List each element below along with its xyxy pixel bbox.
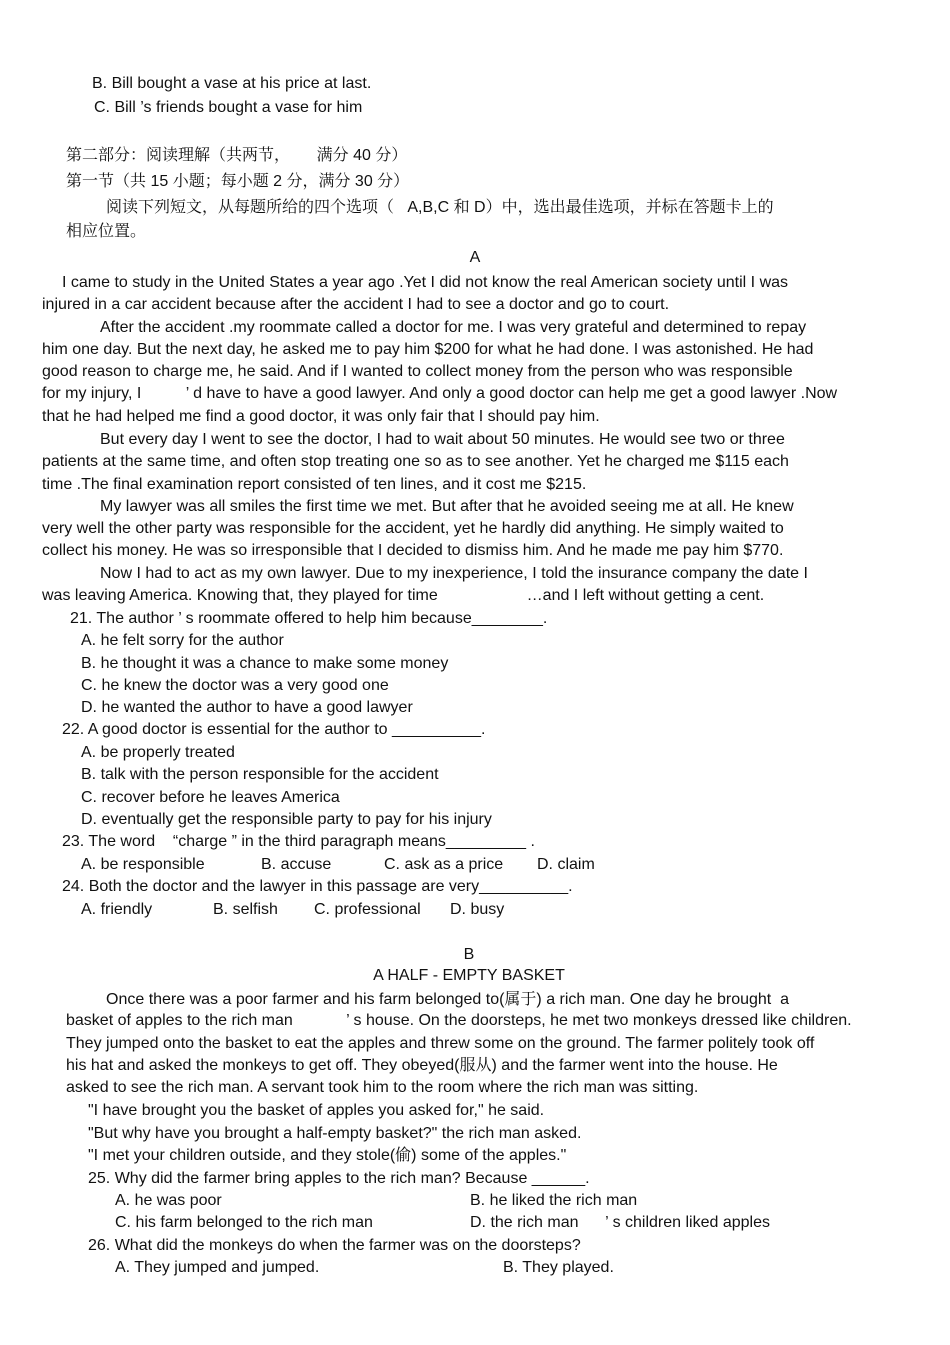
question-21-option: B. he thought it was a chance to make some money [81, 655, 449, 672]
passage-a-line: was leaving America. Knowing that, they played for time …and I left without getting a cent. [42, 587, 765, 604]
passage-b-title: A HALF - EMPTY BASKET [373, 967, 565, 984]
question-21-option: A. he felt sorry for the author [81, 632, 284, 649]
passage-a-line: for my injury, I ’ d have to have a good lawyer. And only a good doctor can help me get a good lawyer .Now [42, 385, 838, 402]
question-22-option: A. be properly treated [81, 744, 235, 761]
passage-a-line: After the accident .my roommate called a doctor for me. I was very grateful and determined to repay [100, 319, 807, 336]
question-22-option: C. recover before he leaves America [81, 789, 340, 806]
passage-a-line: good reason to charge me, he said. And if I wanted to collect money from the person who was responsible [42, 363, 793, 380]
passage-b-line: his hat and asked the monkeys to get off. They obeyed(服从) and the farmer went into the house. He [66, 1057, 778, 1074]
passage-b-line: Once there was a poor farmer and his farm belonged to(属于) a rich man. One day he brought a [106, 991, 790, 1008]
passage-b-line: "I met your children outside, and they stole(偷) some of the apples." [88, 1147, 567, 1164]
passage-a-label: A [469, 249, 481, 266]
passage-a-line: I came to study in the United States a year ago .Yet I did not know the real American society until I was [62, 274, 789, 291]
passage-a-line: time .The final examination report consisted of ten lines, and it cost me $215. [42, 476, 587, 493]
question-25-option: C. his farm belonged to the rich man [115, 1214, 373, 1231]
passage-a-line: very well the other party was responsible for the accident, yet he hardly did anything. He simply waited to [42, 520, 784, 537]
passage-b-line: asked to see the rich man. A servant took him to the room where the rich man was sitting. [66, 1079, 699, 1096]
passage-a-line: But every day I went to see the doctor, I had to wait about 50 minutes. He would see two or three [100, 431, 785, 448]
question-23-option: A. be responsible [81, 856, 205, 873]
question-24-option: A. friendly [81, 901, 153, 918]
question-24-option: D. busy [450, 901, 505, 918]
prev-option-b: B. Bill bought a vase at his price at last. [92, 75, 372, 92]
question-22-option: D. eventually get the responsible party to pay for his injury [81, 811, 492, 828]
question-25-option: A. he was poor [115, 1192, 222, 1209]
passage-a-line: My lawyer was all smiles the first time we met. But after that he avoided seeing me at all. He knew [100, 498, 794, 515]
question-26-option: A. They jumped and jumped. [115, 1259, 320, 1276]
passage-a-line: him one day. But the next day, he asked me to pay him $200 for what he had done. I was astonished. He had [42, 341, 814, 358]
question-24: 24. Both the doctor and the lawyer in this passage are very__________. [62, 878, 573, 895]
question-21-option: C. he knew the doctor was a very good one [81, 677, 389, 694]
passage-b-line: basket of apples to the rich man ’ s house. On the doorsteps, he met two monkeys dressed like children. [66, 1012, 852, 1029]
question-26: 26. What did the monkeys do when the farmer was on the doorsteps? [88, 1237, 581, 1254]
question-26-option: B. They played. [503, 1259, 614, 1276]
question-23-option: C. ask as a price [384, 856, 504, 873]
question-25-option: D. the rich man ’ s children liked apples [470, 1214, 770, 1231]
passage-b-line: They jumped onto the basket to eat the apples and threw some on the ground. The farmer politely took off [66, 1035, 815, 1052]
passage-a-line: patients at the same time, and often stop treating one so as to see another. Yet he charged me $115 each [42, 453, 789, 470]
question-22-option: B. talk with the person responsible for the accident [81, 766, 439, 783]
section-subtitle: 第一节（共 15 小题；每小题 2 分，满分 30 分） [66, 173, 410, 190]
question-25-option: B. he liked the rich man [470, 1192, 638, 1209]
passage-a-line: Now I had to act as my own lawyer. Due to my inexperience, I told the insurance company the date I [100, 565, 808, 582]
passage-b-label: B [463, 946, 475, 963]
passage-a-line: collect his money. He was so irresponsible that I decided to dismiss him. And he made me pay him $770. [42, 542, 784, 559]
instructions-line-2: 相应位置。 [66, 223, 147, 240]
question-25: 25. Why did the farmer bring apples to the rich man? Because ______. [88, 1170, 590, 1187]
passage-b-line: "I have brought you the basket of apples you asked for," he said. [88, 1102, 545, 1119]
question-21-option: D. he wanted the author to have a good lawyer [81, 699, 413, 716]
question-22: 22. A good doctor is essential for the author to __________. [62, 721, 486, 738]
passage-b-line: "But why have you brought a half-empty basket?" the rich man asked. [88, 1125, 582, 1142]
question-24-option: C. professional [314, 901, 421, 918]
question-21: 21. The author ’ s roommate offered to help him because________. [70, 610, 548, 627]
passage-a-line: that he had helped me find a good doctor, it was only fair that I should pay him. [42, 408, 600, 425]
passage-a-line: injured in a car accident because after the accident I had to see a doctor and go to court. [42, 296, 670, 313]
question-23-option: D. claim [537, 856, 595, 873]
prev-option-c: C. Bill ’s friends bought a vase for him [94, 99, 363, 116]
question-23: 23. The word “charge ” in the third paragraph means_________ . [62, 833, 535, 850]
instructions-line-1: 阅读下列短文，从每题所给的四个选项（ A,B,C 和 D）中，选出最佳选项，并标在答题卡上的 [106, 199, 774, 216]
question-24-option: B. selfish [213, 901, 278, 918]
part-title: 第二部分：阅读理解（共两节， 满分 40 分） [66, 147, 408, 164]
question-23-option: B. accuse [261, 856, 332, 873]
